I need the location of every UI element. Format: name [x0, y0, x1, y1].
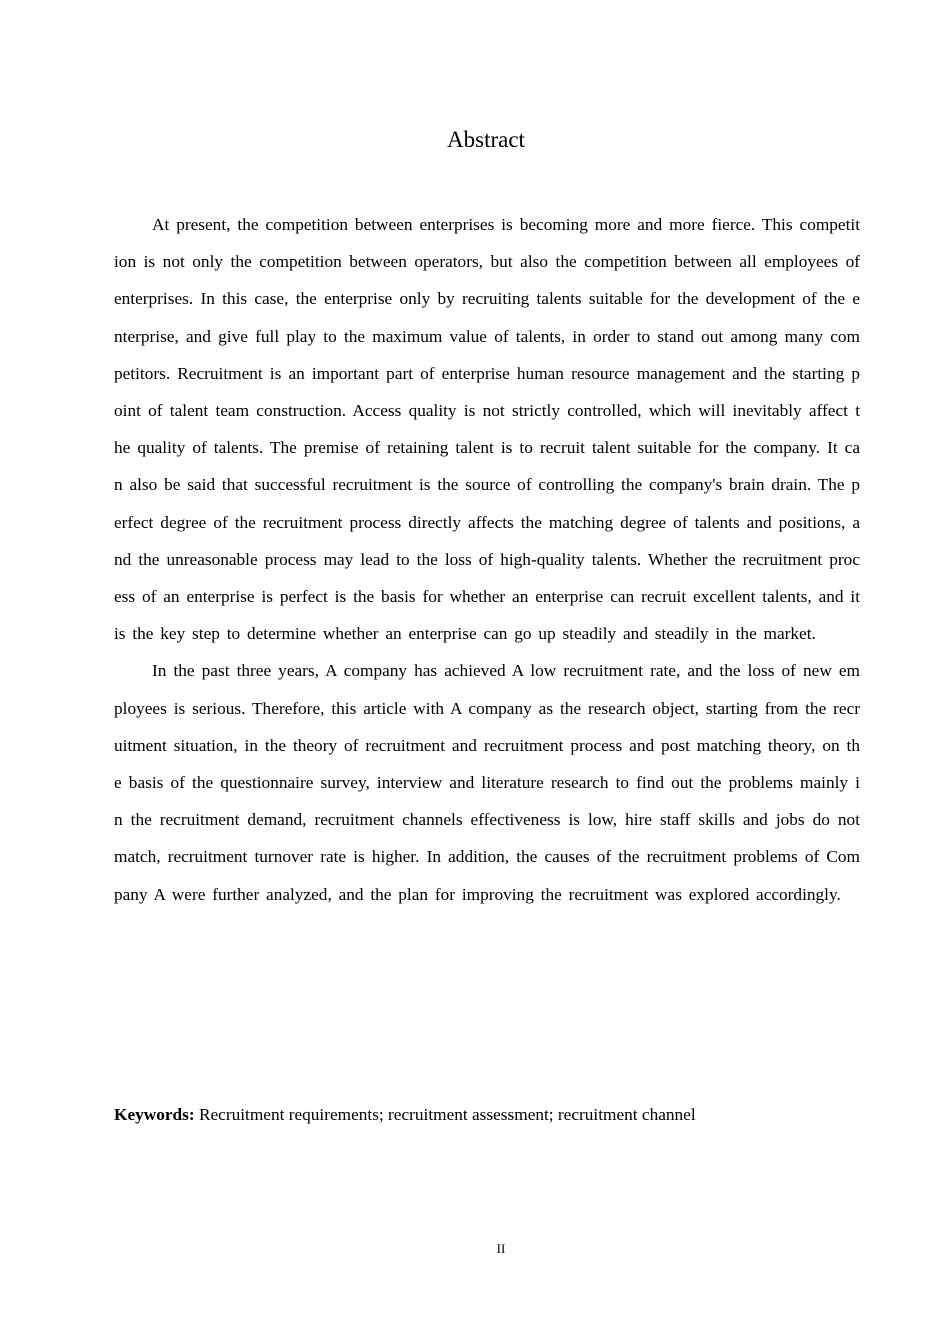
page-number: II	[496, 1241, 506, 1256]
keywords-line	[114, 1101, 860, 1129]
abstract-paragraph-2: In the past three years, A company has achieved A low recruitment rate, and the loss of new employees is serious. Therefore, this article with A company as the research object, starting from the recruitment situation, in the theory of recruitment and recruitment process and post matching theory, on the basis of the questionnaire survey, interview and literature research to find out the problems mainly in the recruitment demand, recruitment channels effectiveness is low, hire staff skills and jobs do not match, recruitment turnover rate is higher. In addition, the causes of the recruitment problems of Company A were further analyzed, and the plan for improving the recruitment was explored accordingly.	[114, 661, 860, 904]
abstract-title: Abstract	[447, 127, 525, 152]
abstract-paragraph-1: At present, the competition between enterprises is becoming more and more fierce. This competition is not only the competition between operators, but also the competition between all employees of enterprises. In this case, the enterprise only by recruiting talents suitable for the development of the enterprise, and give full play to the maximum value of talents, in order to stand out among many competitors. Recruitment is an important part of enterprise human resource management and the starting point of talent team construction. Access quality is not strictly controlled, which will inevitably affect the quality of talents. The premise of retaining talent is to recruit talent suitable for the company. It can also be said that successful recruitment is the source of controlling the company's brain drain. The perfect degree of the recruitment process directly affects the matching degree of talents and positions, and the unreasonable process may lead to the loss of high-quality talents. Whether the recruitment process of an enterprise is perfect is the basis for whether an enterprise can recruit excellent talents, and it is the key step to determine whether an enterprise can go up steadily and steadily in the market.	[114, 215, 860, 644]
keywords-text: Recruitment requirements; recruitment assessment; recruitment channel	[198, 1105, 696, 1124]
abstract-body	[114, 206, 860, 913]
keywords-label: Keywords:	[114, 1105, 195, 1124]
